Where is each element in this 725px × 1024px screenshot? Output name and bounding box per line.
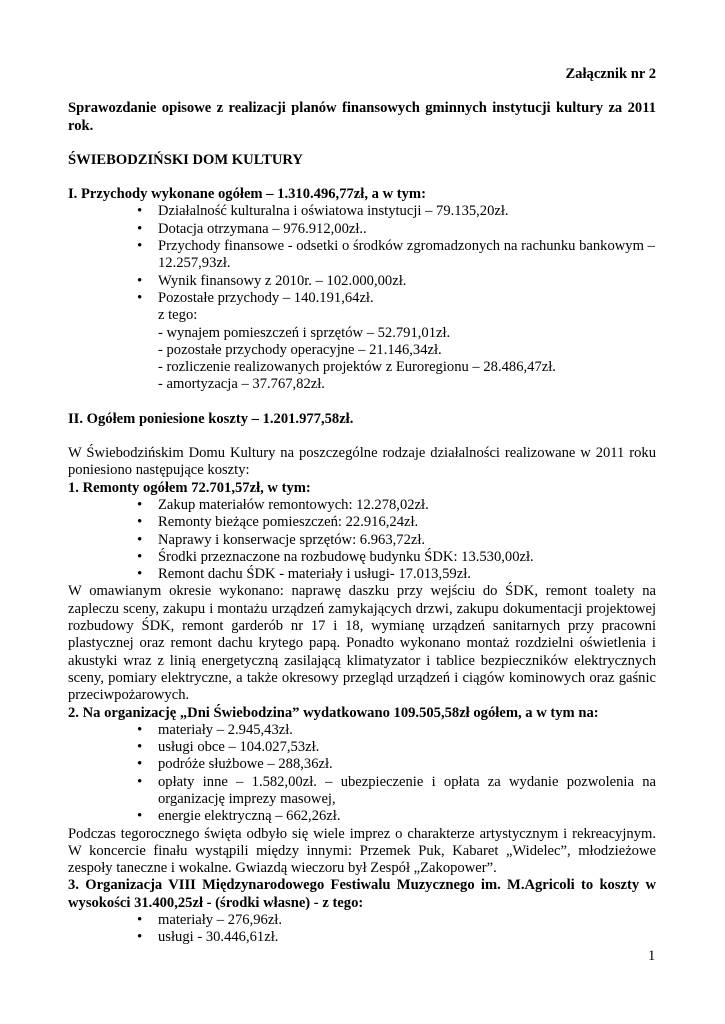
list-item: • Działalność kulturalna i oświatowa instytucji – 79.135,20zł. [68,203,656,220]
costs-heading: II. Ogółem poniesione koszty – 1.201.977,58zł. [68,410,354,427]
revenue-sub-item: - amortyzacja – 37.767,82zł. [158,376,325,393]
city-days-description: Podczas tegorocznego święta odbyło się wiele imprez o charakterze artystycznym i rekreacyjnym. W koncercie finału wystąpili między innymi: Przemek Puk, Kabaret „Widelec”, młodzieżowe zespoły taneczne i wokalne. Gwiazdą wieczoru był Zespół „Zakopower”. [68,825,656,877]
list-item: • Zakup materiałów remontowych: 12.278,02zł. [68,497,656,514]
list-item: • Środki przeznaczone na rozbudowę budynku ŚDK: 13.530,00zł. [68,549,656,566]
list-item: • materiały – 2.945,43zł. [68,722,656,739]
institution-name: ŚWIEBODZIŃSKI DOM KULTURY [68,151,303,168]
list-item: • materiały – 276,96zł. [68,912,656,929]
renovation-heading: 1. Remonty ogółem 72.701,57zł, w tym: [68,479,311,496]
list-item: • energie elektryczną – 662,26zł. [68,808,656,825]
list-item: • usługi - 30.446,61zł. [68,929,656,946]
list-item: • usługi obce – 104.027,53zł. [68,739,656,756]
revenue-sub-item: - rozliczenie realizowanych projektów z Euroregionu – 28.486,47zł. [158,359,556,376]
attachment-label: Załącznik nr 2 [565,66,656,82]
list-item: • Naprawy i konserwacje sprzętów: 6.963,72zł. [68,532,656,549]
revenue-sub-intro: z tego: [158,307,198,324]
list-item: • Dotacja otrzymana – 976.912,00zł.. [68,221,656,238]
city-days-heading: 2. Na organizację „Dni Świebodzina” wydatkowano 109.505,58zł ogółem, a w tym na: [68,704,599,721]
revenue-sub-item: - wynajem pomieszczeń i sprzętów – 52.791,01zł. [158,324,451,341]
revenue-heading: I. Przychody wykonane ogółem – 1.310.496,77zł, a w tym: [68,186,426,203]
costs-intro: W Świebodzińskim Domu Kultury na poszczególne rodzaje działalności realizowane w 2011 roku poniesiono następujące koszty: [68,445,656,479]
list-item: • Wynik finansowy z 2010r. – 102.000,00zł. [68,273,656,290]
page-number: 1 [648,948,656,964]
list-item: • opłaty inne – 1.582,00zł. – ubezpieczenie i opłata za wydanie pozwolenia na organizację imprezy masowej, [68,774,656,809]
festival-heading: 3. Organizacja VIII Międzynarodowego Festiwalu Muzycznego im. M.Agricoli to koszty w wysokości 31.400,25zł - (środki własne) - z tego: [68,877,656,911]
list-item: • Przychody finansowe - odsetki o środków zgromadzonych na rachunku bankowym – 12.257,93zł. [68,238,656,273]
revenue-sub-item: - pozostałe przychody operacyjne – 21.146,34zł. [158,341,442,358]
list-item: • Pozostałe przychody – 140.191,64zł. [68,290,656,307]
list-item: • podróże służbowe – 288,36zł. [68,756,656,773]
renovation-list [68,497,656,583]
renovation-description: W omawianym okresie wykonano: naprawę daszku przy wejściu do ŚDK, remont toalety na zapleczu sceny, zakupu i montażu urządzeń zamykających drzwi, zakupu dokumentacji projektowej rozbudowy ŚDK, remont garderób nr 17 i 18, wymianę urządzeń sanitarnych przy pracowni plastycznej oraz remont dachu krytego papą. Ponadto wykonano montaż rozdzielni oświetlenia i akustyki wraz z linią energetyczną zasilającą klimatyzator i tablice bezpieczników elektrycznych sceny, pomiary elektryczne, a także okresowy przegląd urządzeń i ciągów kominowych oraz gaśnic przeciwpożarowych. [68,583,656,704]
city-days-list [68,722,656,826]
revenue-list [68,203,656,307]
document-body [68,66,656,947]
report-title: Sprawozdanie opisowe z realizacji planów finansowych gminnych instytucji kultury za 2011 rok. [68,100,656,134]
festival-list [68,912,656,947]
list-item: • Remonty bieżące pomieszczeń: 22.916,24zł. [68,514,656,531]
list-item: • Remont dachu ŚDK - materiały i usługi- 17.013,59zł. [68,566,656,583]
